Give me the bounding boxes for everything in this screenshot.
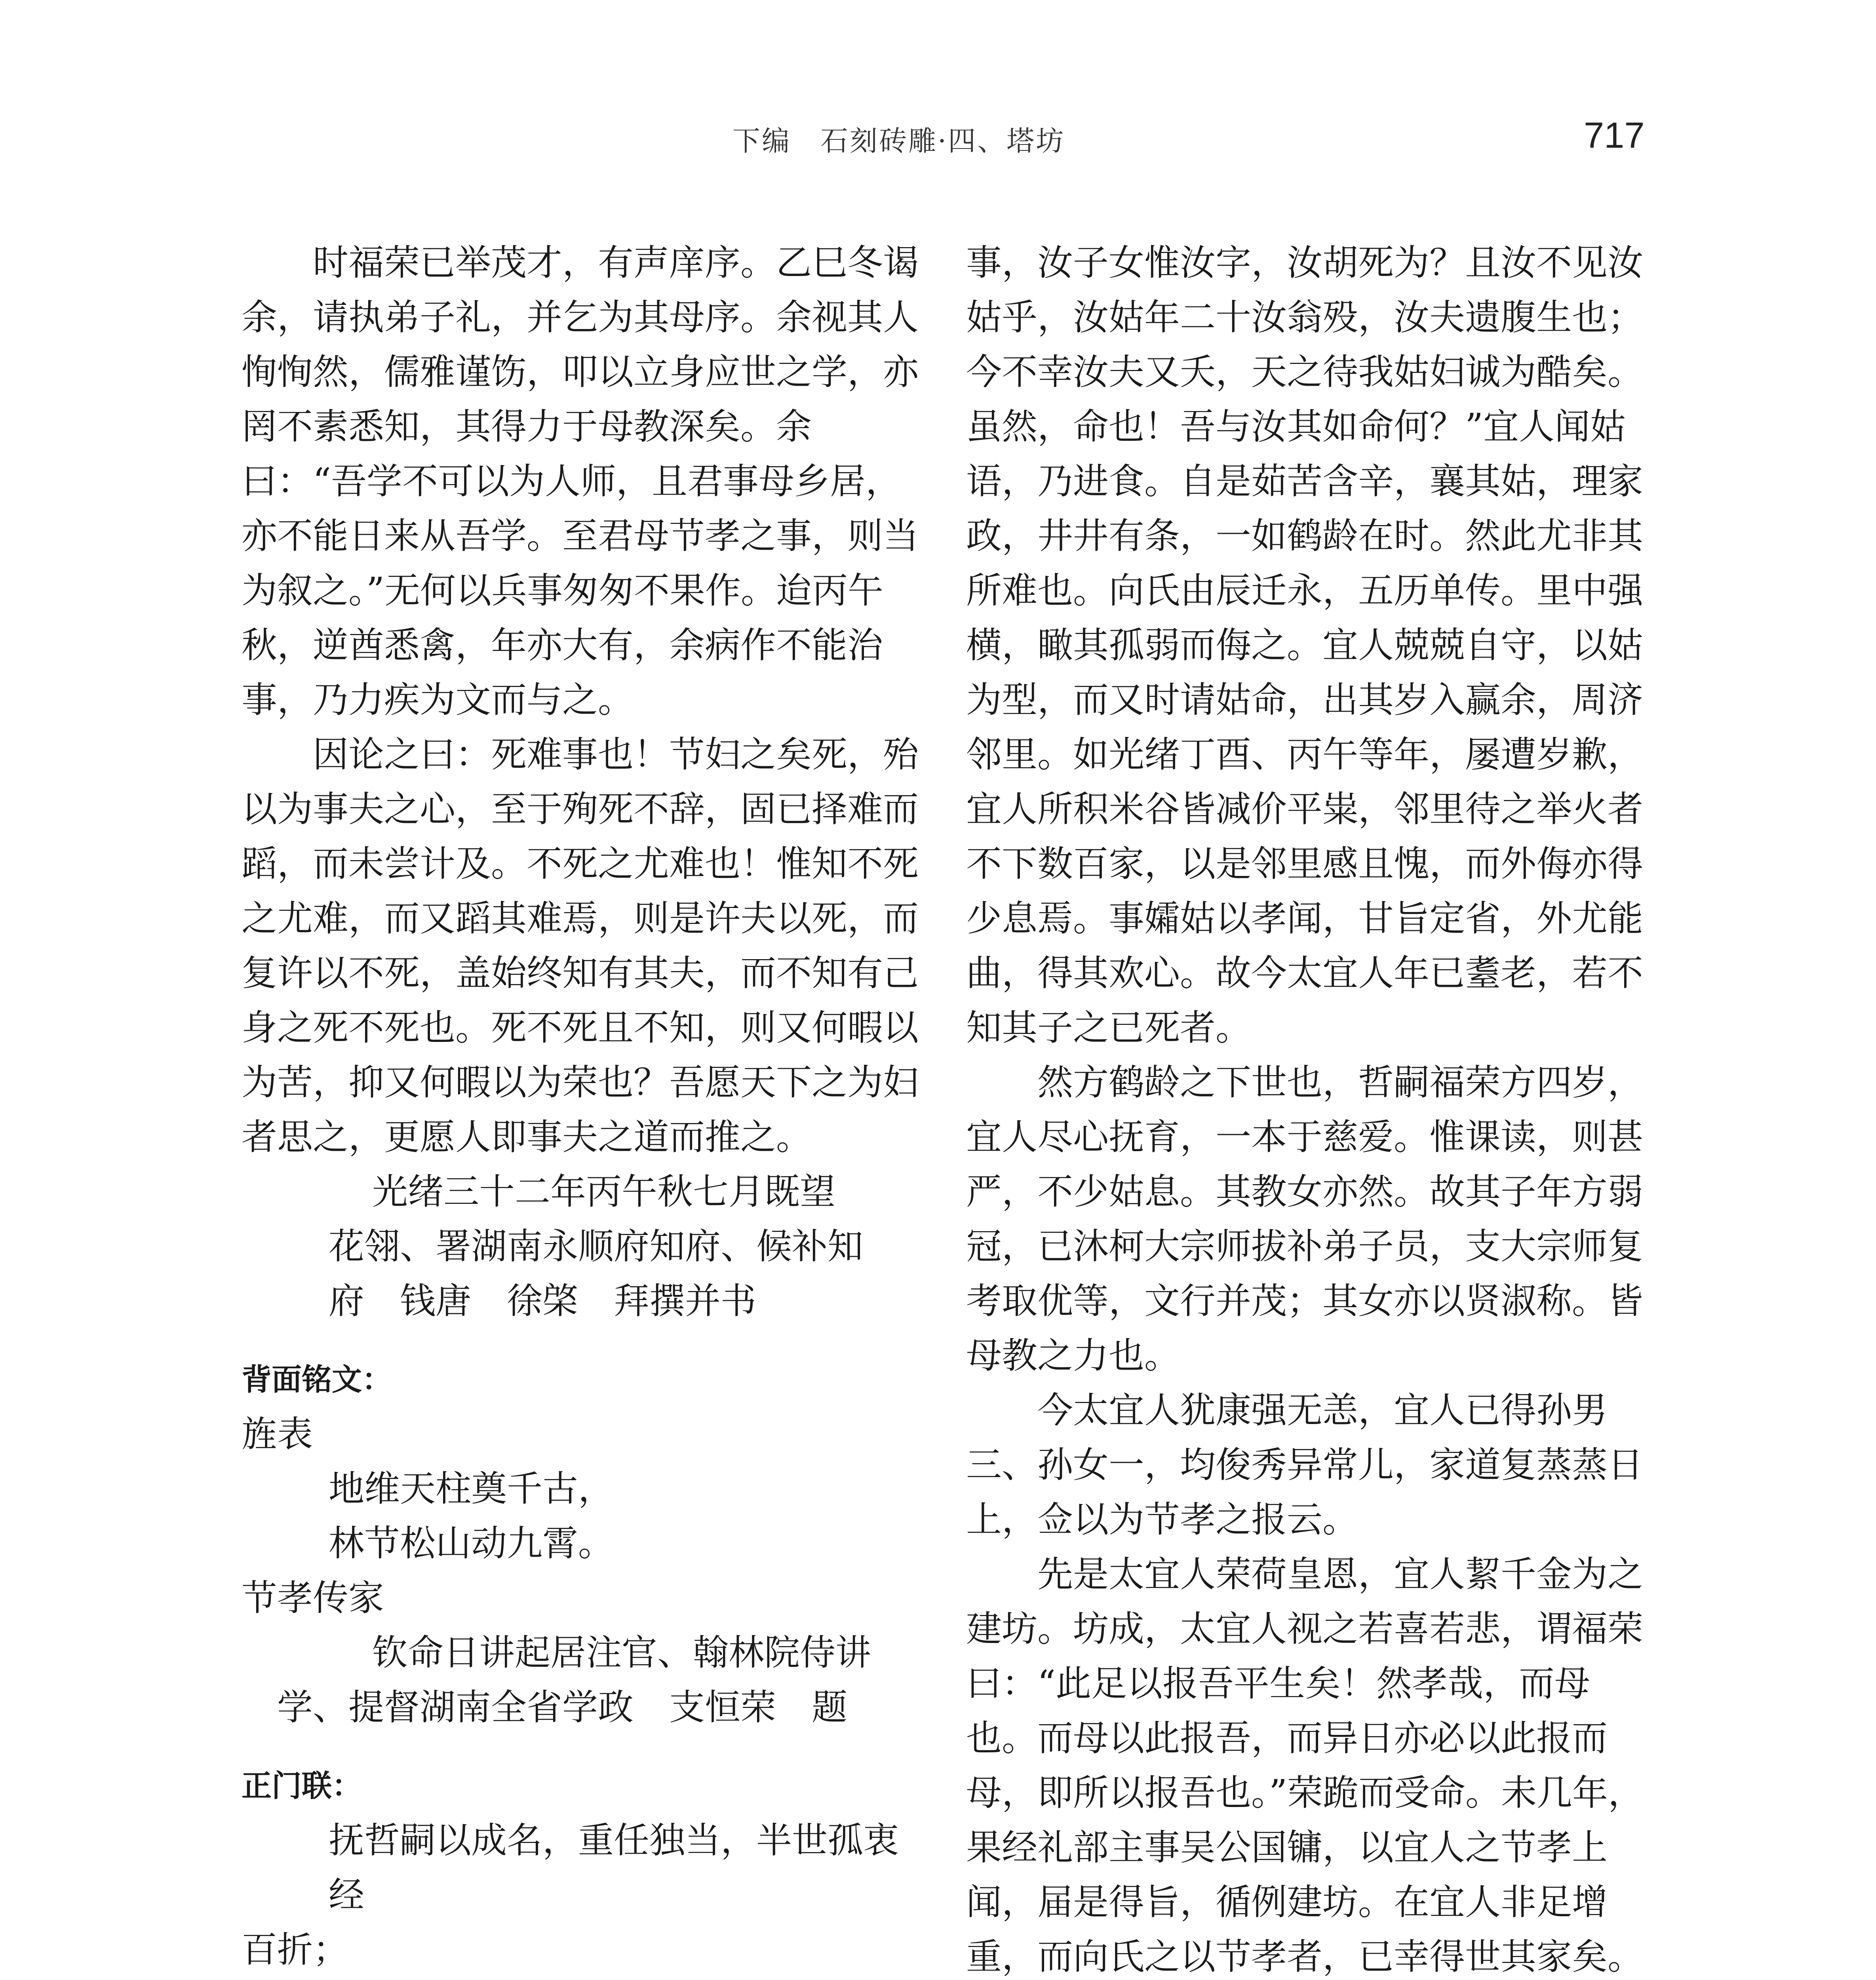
signature-line: 花翎、署湖南永顺府知府、候补知 [329, 1226, 863, 1267]
couplet-line: 抚哲嗣以成名，重任独当，半世孤衷经 [329, 1820, 899, 1916]
couplet-line: 百折； [242, 1929, 348, 1970]
verse-line: 地维天柱奠千古， [329, 1468, 614, 1510]
inscription-title: 节孝传家 [242, 1577, 384, 1619]
left-column [242, 236, 923, 1980]
signature-line: 府 钱唐 徐棨 拜撰并书 [329, 1280, 756, 1322]
verse-line: 林节松山动九霄。 [329, 1523, 614, 1564]
couplet-line [242, 1977, 923, 1980]
section-heading: 背面铭文： [242, 1362, 392, 1397]
signature-line: 学、提督湖南全省学政 支恒荣 题 [277, 1687, 847, 1728]
right-column [966, 236, 1647, 1980]
section-heading: 正门联： [242, 1768, 362, 1803]
signature-line: 光绪三十二年丙午秋七月既望 [372, 1171, 835, 1213]
paragraph: 今太宜人犹康强无恙，宜人已得孙男三、孙女一，均俊秀异常儿，家道复蒸蒸日上，佥以为节孝之报云。 [966, 1390, 1643, 1540]
header-title: 下编 石刻砖雕·四、塔坊 [733, 125, 1065, 157]
paragraph: 事，汝子女惟汝字，汝胡死为？且汝不见汝姑乎，汝姑年二十汝翁殁，汝夫遗腹生也；今不幸汝夫又夭，天之待我姑妇诚为酷矣。虽然，命也！吾与汝其如命何？”宜人闻姑语，乃进食。自是茹苦含辛，襄其姑，理家政，井井有条，一如鹤龄在时。然此尤非其所难也。向氏由辰迁永，五历单传。里中强横，瞰其孤弱而侮之。宜人兢兢自守，以姑为型，而又时请姑命，出其岁入赢余，周济邻里。如光绪丁酉、丙午等年，屡遭岁歉，宜人所积米谷皆减价平粜，邻里待之举火者不下数百家，以是邻里感且愧，而外侮亦得少息焉。事孀姑以孝闻，甘旨定省，外尤能曲，得其欢心。故今太宜人年已耋老，若不知其子之已死者。 [966, 242, 1643, 1049]
paragraph: 因论之曰：死难事也！节妇之矣死，殆以为事夫之心，至于殉死不辞，固已择难而蹈，而未尝计及。不死之尤难也！惟知不死之尤难，而又蹈其难焉，则是许夫以死，而复许以不死，盖始终知有其夫，而不知有己身之死不死也。死不死且不知，则又何暇以为苦，抑又何暇以为荣也？吾愿天下之为妇者思之，更愿人即事夫之道而推之。 [242, 734, 919, 1158]
inscription-title: 旌表 [242, 1413, 313, 1455]
paragraph: 先是太宜人荣荷皇恩，宜人絜千金为之建坊。坊成，太宜人视之若喜若悲，谓福荣曰：“此足以报吾平生矣！然孝哉，而母也。而母以此报吾，而异日亦必以此报而母，即所以报吾也。”荣跪而受命。未几年，果经礼部主事吴公国镛，以宜人之节孝上闻，届是得旨，循例建坊。在宜人非足增重，而向氏之以节孝者，已幸得世其家矣。 [966, 1554, 1644, 1978]
paragraph: 然方鹤龄之下世也，哲嗣福荣方四岁，宜人尽心抚育，一本于慈爱。惟课读，则甚严，不少姑息。其教女亦然。故其子年方弱冠，已沐柯大宗师拔补弟子员，支大宗师复考取优等，文行并茂；其女亦以贤淑称。皆母教之力也。 [966, 1062, 1643, 1376]
signature-line: 钦命日讲起居注官、翰林院侍讲 [372, 1632, 871, 1673]
page-number: 717 [1584, 115, 1645, 156]
paragraph: 时福荣已举茂才，有声庠序。乙巳冬谒余，请执弟子礼，并乞为其母序。余视其人恂恂然，儒雅谨饬，叩以立身应世之学，亦罔不素悉知，其得力于母教深矣。余曰：“吾学不可以为人师，且君事母乡居，亦不能日来从吾学。至君母节孝之事，则当为叙之。”无何以兵事匆匆不果作。迨丙午秋，逆酋悉禽，年亦大有，余病作不能治事，乃力疾为文而与之。 [242, 242, 919, 721]
